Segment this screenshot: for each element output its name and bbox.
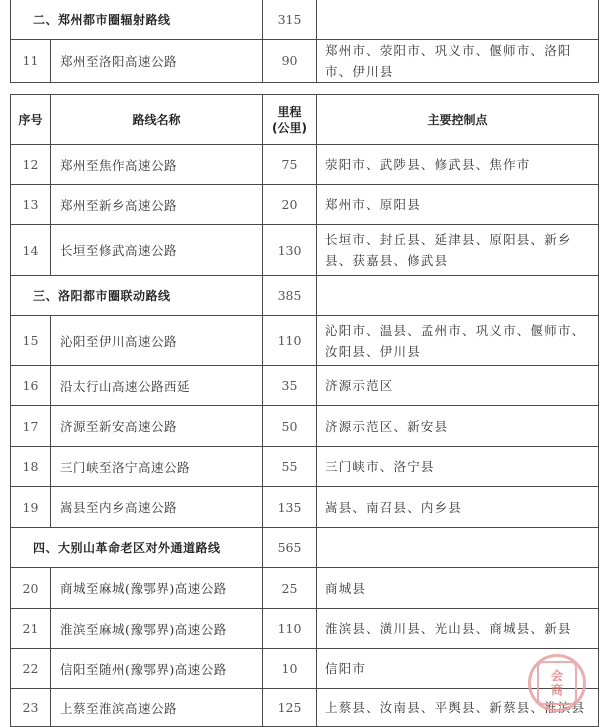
table-row — [11, 406, 599, 447]
section-label: 四、大别山革命老区对外通道路线 — [11, 528, 263, 568]
row-ctrl: 淮滨县、潢川县、光山县、商城县、新县 — [317, 609, 599, 649]
table-main — [10, 94, 599, 727]
row-km: 25 — [263, 568, 317, 609]
watermark-seal — [537, 661, 577, 705]
row-name: 嵩县至内乡高速公路 — [51, 487, 263, 528]
row-km: 125 — [263, 689, 317, 727]
row-ctrl: 信阳市 — [317, 649, 599, 689]
row-name: 长垣至修武高速公路 — [51, 225, 263, 276]
section-ctrl — [317, 0, 599, 39]
table-row — [11, 689, 599, 727]
header-row — [11, 95, 599, 145]
row-ctrl: 济源示范区、新安县 — [317, 406, 599, 447]
row-no: 23 — [11, 689, 51, 727]
table-row — [11, 145, 599, 185]
row-km: 10 — [263, 649, 317, 689]
row-name: 淮滨至麻城(豫鄂界)高速公路 — [51, 609, 263, 649]
watermark-char-1: 会 — [550, 669, 563, 683]
row-no: 18 — [11, 447, 51, 487]
table-row — [11, 649, 599, 689]
row-ctrl: 长垣市、封丘县、延津县、原阳县、新乡县、获嘉县、修武县 — [317, 225, 599, 276]
row-name: 上蔡至淮滨高速公路 — [51, 689, 263, 727]
header-km — [263, 95, 317, 145]
row-no: 19 — [11, 487, 51, 528]
row-ctrl: 郑州市、荥阳市、巩义市、偃师市、洛阳市、伊川县 — [317, 39, 599, 82]
row-name: 三门峡至洛宁高速公路 — [51, 447, 263, 487]
table-row — [11, 366, 599, 406]
row-no: 12 — [11, 145, 51, 185]
section-label: 二、郑州都市圈辐射路线 — [11, 0, 263, 39]
row-no: 15 — [11, 316, 51, 366]
section-row-zhengzhou — [11, 0, 599, 39]
row-km: 90 — [263, 39, 317, 82]
header-ctrl: 主要控制点 — [317, 95, 599, 145]
section-row-dabieshan — [11, 528, 599, 568]
row-name: 沿太行山高速公路西延 — [51, 366, 263, 406]
row-km: 110 — [263, 316, 317, 366]
row-ctrl: 荥阳市、武陟县、修武县、焦作市 — [317, 145, 599, 185]
row-no: 17 — [11, 406, 51, 447]
section-ctrl — [317, 276, 599, 316]
row-name: 郑州至洛阳高速公路 — [51, 39, 263, 82]
row-no: 22 — [11, 649, 51, 689]
watermark-char-2: 商 — [550, 683, 563, 697]
row-no: 16 — [11, 366, 51, 406]
row-name: 郑州至焦作高速公路 — [51, 145, 263, 185]
row-km: 35 — [263, 366, 317, 406]
row-km: 75 — [263, 145, 317, 185]
table-row — [11, 487, 599, 528]
row-no: 14 — [11, 225, 51, 276]
section-row-luoyang — [11, 276, 599, 316]
header-km-line1: 里程 — [277, 104, 302, 119]
row-ctrl: 上蔡县、汝南县、平舆县、新蔡县、淮滨县 — [317, 689, 599, 727]
section-ctrl — [317, 528, 599, 568]
header-km-line2: (公里) — [272, 120, 307, 135]
table-row — [11, 447, 599, 487]
row-km: 135 — [263, 487, 317, 528]
row-km: 55 — [263, 447, 317, 487]
table-row — [11, 316, 599, 366]
row-km: 110 — [263, 609, 317, 649]
row-name: 郑州至新乡高速公路 — [51, 185, 263, 225]
header-no: 序号 — [11, 95, 51, 145]
row-no: 20 — [11, 568, 51, 609]
table-top-fragment — [10, 0, 599, 83]
row-no: 13 — [11, 185, 51, 225]
watermark-logo — [528, 654, 586, 712]
table-row — [11, 225, 599, 276]
section-km: 385 — [263, 276, 317, 316]
row-ctrl: 郑州市、原阳县 — [317, 185, 599, 225]
row-ctrl: 三门峡市、洛宁县 — [317, 447, 599, 487]
section-km: 565 — [263, 528, 317, 568]
header-name: 路线名称 — [51, 95, 263, 145]
row-km: 130 — [263, 225, 317, 276]
row-name: 济源至新安高速公路 — [51, 406, 263, 447]
section-label: 三、洛阳都市圈联动路线 — [11, 276, 263, 316]
table-row — [11, 185, 599, 225]
row-ctrl: 嵩县、南召县、内乡县 — [317, 487, 599, 528]
table-row — [11, 568, 599, 609]
row-no: 11 — [11, 39, 51, 82]
row-name: 沁阳至伊川高速公路 — [51, 316, 263, 366]
row-ctrl: 沁阳市、温县、孟州市、巩义市、偃师市、汝阳县、伊川县 — [317, 316, 599, 366]
row-km: 50 — [263, 406, 317, 447]
row-name: 信阳至随州(豫鄂界)高速公路 — [51, 649, 263, 689]
row-km: 20 — [263, 185, 317, 225]
section-km: 315 — [263, 0, 317, 39]
table-row — [11, 609, 599, 649]
row-ctrl: 商城县 — [317, 568, 599, 609]
row-ctrl: 济源示范区 — [317, 366, 599, 406]
row-name: 商城至麻城(豫鄂界)高速公路 — [51, 568, 263, 609]
row-no: 21 — [11, 609, 51, 649]
table-row — [11, 39, 599, 82]
